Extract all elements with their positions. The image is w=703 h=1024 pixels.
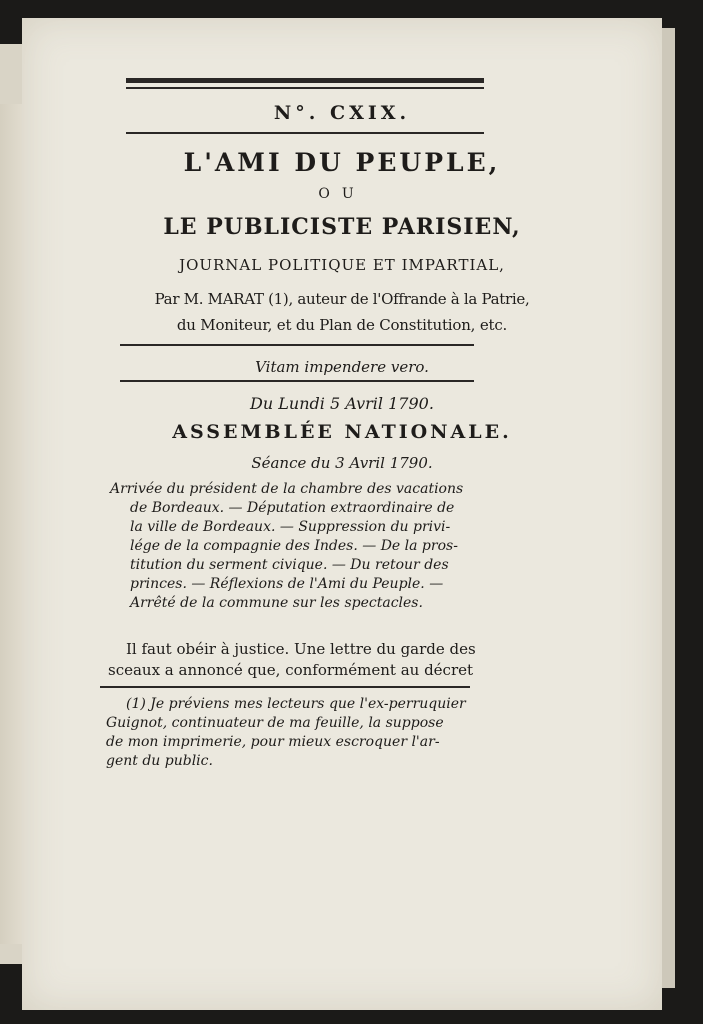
body-line: Il faut obéir à justice. Une lettre du garde des: [126, 640, 476, 658]
newspaper-title: L'AMI DU PEUPLE,: [183, 148, 501, 177]
newspaper-subtitle: LE PUBLICISTE PARISIEN,: [163, 214, 521, 240]
body-line: sceaux a annoncé que, conformément au décret: [108, 661, 474, 679]
motto-rule: [120, 380, 474, 382]
newspaper-page: [22, 18, 662, 1010]
footnote-rule: [100, 686, 470, 688]
issue-date: Du Lundi 5 Avril 1790.: [250, 394, 434, 413]
summary-line: princes. — Réflexions de l'Ami du Peuple. —: [130, 576, 444, 592]
author-works: du Moniteur, et du Plan de Constitution, etc.: [176, 316, 508, 334]
summary-line: de Bordeaux. — Députation extraordinaire de: [130, 500, 455, 516]
summary-line: titution du serment civique. — Du retour des: [130, 557, 449, 573]
issue-number: N°. CXIX.: [273, 102, 411, 124]
motto: Vitam impendere vero.: [255, 358, 429, 376]
session-date: Séance du 3 Avril 1790.: [251, 454, 433, 472]
author-byline: Par M. MARAT (1), auteur de l'Offrande à la Patrie,: [154, 290, 530, 308]
summary-line: la ville de Bordeaux. — Suppression du privi-: [130, 519, 451, 535]
summary-line: lége de la compagnie des Indes. — De la pros-: [130, 538, 458, 554]
summary-line: Arrêté de la commune sur les spectacles.: [130, 595, 423, 611]
article-body: [108, 639, 476, 681]
byline-rule: [120, 344, 474, 346]
footnote-line: Guignot, continuateur de ma feuille, la suppose: [106, 715, 444, 731]
top-rule-thick: [126, 78, 484, 83]
journal-description: JOURNAL POLITIQUE ET IMPARTIAL,: [179, 256, 505, 274]
top-rule-thin: [126, 87, 484, 89]
footnote: [106, 695, 466, 771]
section-heading: ASSEMBLÉE NATIONALE.: [172, 421, 512, 443]
footnote-line: gent du public.: [106, 753, 213, 769]
article-summary: [110, 480, 463, 613]
summary-line: Arrivée du président de la chambre des vacations: [110, 481, 464, 497]
footnote-line: de mon imprimerie, pour mieux escroquer l'ar-: [106, 734, 440, 750]
footnote-line: (1) Je préviens mes lecteurs que l'ex-perruquier: [126, 696, 466, 712]
title-conjunction: OU: [318, 186, 366, 202]
issue-rule: [126, 132, 484, 134]
